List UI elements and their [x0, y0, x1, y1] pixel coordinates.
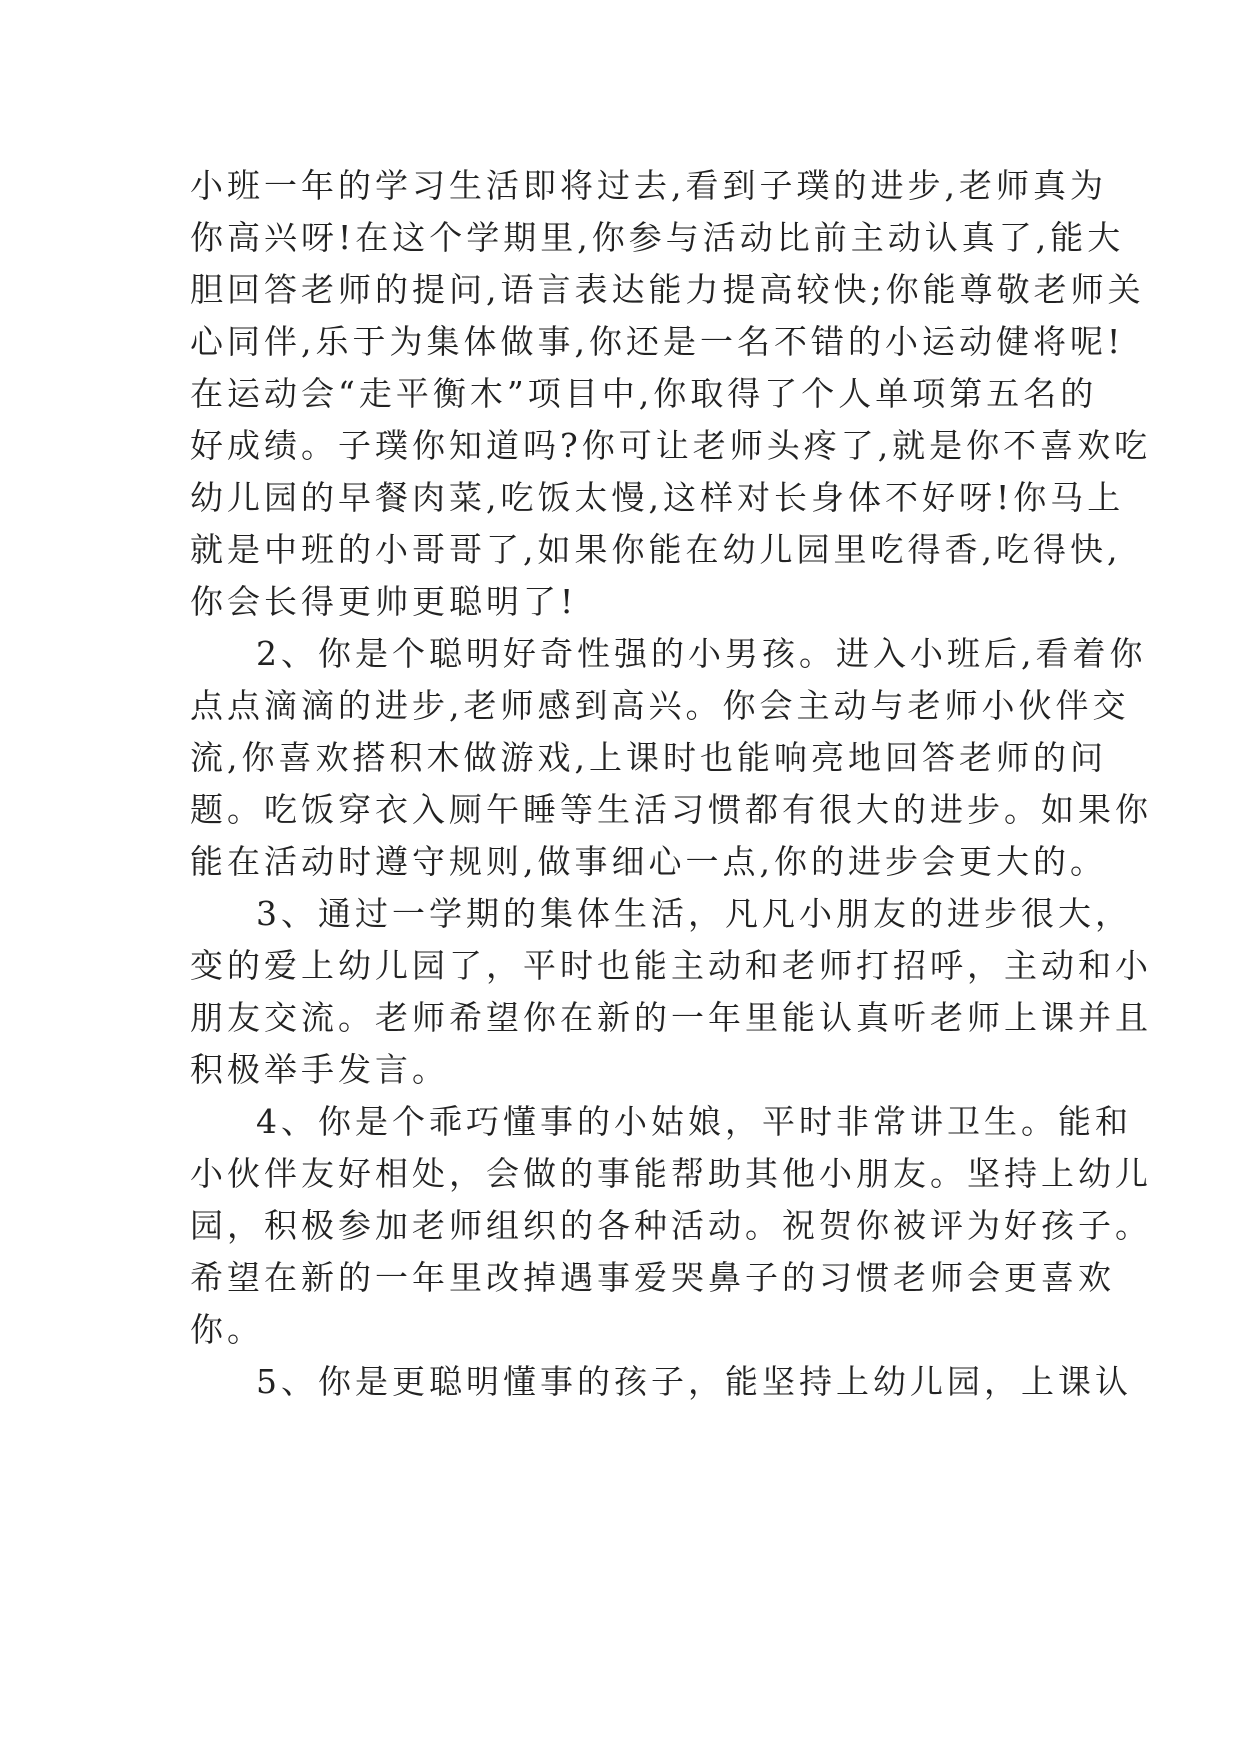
text-line: 小伙伴友好相处，会做的事能帮助其他小朋友。坚持上幼儿: [190, 1154, 1152, 1193]
text-line: 心同伴,乐于为集体做事,你还是一名不错的小运动健将呢!: [190, 322, 1125, 361]
text-line: 好成绩。子璞你知道吗?你可让老师头疼了,就是你不喜欢吃: [190, 426, 1152, 465]
text-line: 你会长得更帅更聪明了!: [190, 582, 578, 621]
text-line: 你高兴呀!在这个学期里,你参与活动比前主动认真了,能大: [190, 218, 1125, 257]
text-line: 积极举手发言。: [190, 1050, 449, 1089]
text-line: 能在活动时遵守规则,做事细心一点,你的进步会更大的。: [190, 842, 1107, 881]
text-line: 2、你是个聪明好奇性强的小男孩。进入小班后,看着你: [256, 634, 1147, 673]
text-line: 希望在新的一年里改掉遇事爱哭鼻子的习惯老师会更喜欢: [190, 1258, 1115, 1297]
paragraph-3: [190, 888, 1152, 1096]
text-line: 5、你是更聪明懂事的孩子，能坚持上幼儿园，上课认: [256, 1362, 1132, 1401]
text-line: 幼儿园的早餐肉菜,吃饭太慢,这样对长身体不好呀!你马上: [190, 478, 1125, 517]
document-body: [190, 160, 1152, 1408]
text-line: 3、通过一学期的集体生活，凡凡小朋友的进步很大，: [256, 894, 1132, 933]
text-line: 胆回答老师的提问,语言表达能力提高较快;你能尊敬老师关: [190, 270, 1145, 309]
text-line: 变的爱上幼儿园了，平时也能主动和老师打招呼，主动和小: [190, 946, 1152, 985]
text-line: 点点滴滴的进步,老师感到高兴。你会主动与老师小伙伴交: [190, 686, 1130, 725]
paragraph-2: [190, 628, 1152, 888]
text-line: 就是中班的小哥哥了,如果你能在幼儿园里吃得香,吃得快,: [190, 530, 1122, 569]
paragraph-1: [190, 160, 1152, 628]
text-line: 园，积极参加老师组织的各种活动。祝贺你被评为好孩子。: [190, 1206, 1152, 1245]
text-line: 你。: [190, 1310, 264, 1349]
text-line: 流,你喜欢搭积木做游戏,上课时也能响亮地回答老师的问: [190, 738, 1107, 777]
text-line: 在运动会“走平衡木”项目中,你取得了个人单项第五名的: [190, 374, 1098, 413]
paragraph-5: [190, 1356, 1132, 1408]
text-line: 朋友交流。老师希望你在新的一年里能认真听老师上课并且: [190, 998, 1152, 1037]
text-line: 4、你是个乖巧懂事的小姑娘，平时非常讲卫生。能和: [256, 1102, 1132, 1141]
text-line: 题。吃饭穿衣入厕午睡等生活习惯都有很大的进步。如果你: [190, 790, 1152, 829]
text-line: 小班一年的学习生活即将过去,看到子璞的进步,老师真为: [190, 166, 1107, 205]
paragraph-4: [190, 1096, 1152, 1356]
